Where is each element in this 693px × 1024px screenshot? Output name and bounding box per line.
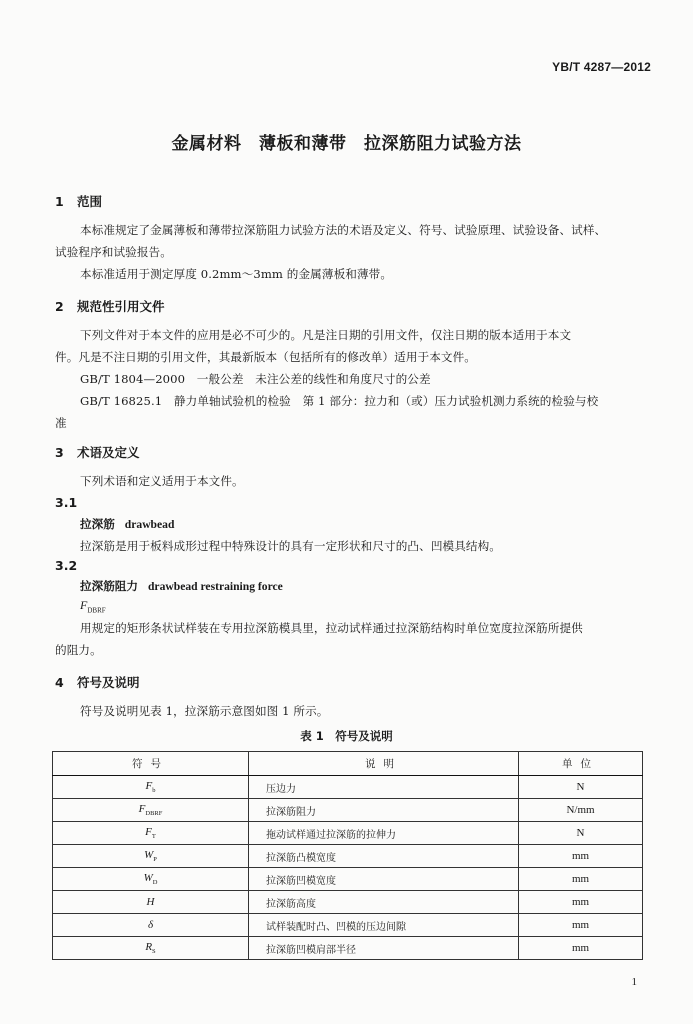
- unit-cell: mm: [519, 868, 643, 891]
- symbol-subscript: DBRF: [145, 810, 163, 818]
- section-2-heading: [55, 297, 165, 315]
- unit-cell: mm: [519, 937, 643, 960]
- term-chinese: 拉深筋: [80, 517, 115, 531]
- symbol-letter: δ: [147, 919, 154, 931]
- description-cell: 拉深筋凹模宽度: [249, 868, 519, 891]
- unit-cell: mm: [519, 845, 643, 868]
- section-number: 1: [55, 194, 64, 209]
- page-number: 1: [631, 976, 637, 988]
- symbol-subscript: S: [152, 948, 156, 956]
- symbol-cell: [53, 914, 249, 937]
- symbol-letter: W: [144, 848, 154, 861]
- document-title: 金属材料 薄板和薄带 拉深筋阻力试验方法: [171, 134, 522, 154]
- term-heading: [80, 578, 283, 594]
- symbols-table: [52, 751, 643, 960]
- section-4-heading: [55, 673, 140, 691]
- paragraph: 下列文件对于本文件的应用是必不可少的。凡是注日期的引用文件，仅注日期的版本适用于本文: [80, 328, 572, 342]
- term-heading: [80, 516, 174, 532]
- symbol-letter: H: [146, 896, 155, 908]
- section-number: 2: [55, 299, 64, 314]
- symbol-letter: R: [145, 940, 153, 953]
- unit-cell: mm: [519, 914, 643, 937]
- section-number: 4: [55, 675, 64, 690]
- symbol-cell: [53, 891, 249, 914]
- term-chinese: 拉深筋阻力: [80, 579, 138, 593]
- section-1-heading: [55, 192, 102, 210]
- description-cell: 拖动试样通过拉深筋的拉伸力: [249, 822, 519, 845]
- table-row: [53, 776, 643, 799]
- symbol-letter: W: [143, 871, 153, 884]
- term-english: drawbead: [124, 518, 175, 531]
- paragraph: 本标准规定了金属薄板和薄带拉深筋阻力试验方法的术语及定义、符号、试验原理、试验设备、试样、: [80, 223, 607, 237]
- unit-cell: N: [519, 822, 643, 845]
- description-cell: 试样装配时凸、凹模的压边间隙: [249, 914, 519, 937]
- column-header-unit: 单位: [519, 752, 643, 776]
- table-row: [53, 891, 643, 914]
- column-header-description: 说明: [249, 752, 519, 776]
- term-symbol: [80, 598, 106, 614]
- description-cell: 拉深筋凹模肩部半径: [249, 937, 519, 960]
- term-number: 3.1: [55, 495, 78, 510]
- symbol-letter: F: [80, 598, 88, 612]
- column-header-symbol: 符号: [53, 752, 249, 776]
- paragraph: 下列术语和定义适用于本文件。: [80, 474, 244, 488]
- reference-item-continuation: 准: [55, 416, 67, 430]
- symbol-letter: F: [138, 802, 146, 815]
- table-row: [53, 914, 643, 937]
- reference-item: GB/T 1804—2000 一般公差 未注公差的线性和角度尺寸的公差: [80, 372, 431, 386]
- section-number: 3: [55, 445, 64, 460]
- description-cell: 拉深筋高度: [249, 891, 519, 914]
- term-number: 3.2: [55, 558, 78, 573]
- symbol-cell: [53, 799, 249, 822]
- term-definition: 拉深筋是用于板料成形过程中特殊设计的具有一定形状和尺寸的凸、凹模具结构。: [80, 539, 501, 553]
- section-title: 范围: [77, 194, 103, 209]
- symbol-cell: [53, 937, 249, 960]
- unit-cell: N: [519, 776, 643, 799]
- table-row: [53, 799, 643, 822]
- table-header-row: [53, 752, 643, 776]
- description-cell: 拉深筋阻力: [249, 799, 519, 822]
- section-3-heading: [55, 443, 140, 461]
- paragraph: 本标准适用于测定厚度 0.2mm～3mm 的金属薄板和薄带。: [80, 267, 393, 281]
- paragraph-continuation: 试验程序和试验报告。: [55, 245, 172, 259]
- symbol-letter: F: [145, 825, 152, 838]
- reference-item: GB/T 16825.1 静力单轴试验机的检验 第 1 部分：拉力和（或）压力试验机测力系统的检验与校: [80, 394, 599, 408]
- symbol-cell: [53, 776, 249, 799]
- section-title: 规范性引用文件: [77, 299, 165, 314]
- term-definition: 用规定的矩形条状试样装在专用拉深筋模具里，拉动试样通过拉深筋结构时单位宽度拉深筋所提供: [80, 621, 583, 635]
- symbol-letter: F: [145, 779, 153, 792]
- table-row: [53, 822, 643, 845]
- term-english: drawbead restraining force: [147, 580, 283, 593]
- paragraph: 符号及说明见表 1，拉深筋示意图如图 1 所示。: [80, 704, 329, 718]
- symbol-subscript: T: [151, 833, 156, 841]
- symbol-cell: [53, 822, 249, 845]
- section-title: 符号及说明: [77, 675, 140, 690]
- symbol-subscript: DBRF: [87, 606, 106, 615]
- section-title: 术语及定义: [77, 445, 140, 460]
- symbol-subscript: b: [152, 787, 156, 795]
- symbol-subscript: P: [153, 856, 157, 864]
- table-row: [53, 937, 643, 960]
- unit-cell: N/mm: [519, 799, 643, 822]
- description-cell: 拉深筋凸模宽度: [249, 845, 519, 868]
- standard-number: YB/T 4287—2012: [552, 60, 651, 74]
- table-row: [53, 868, 643, 891]
- term-definition-continuation: 的阻力。: [55, 643, 102, 657]
- table-caption: 表 1 符号及说明: [300, 729, 393, 743]
- description-cell: 压边力: [249, 776, 519, 799]
- paragraph-continuation: 件。凡是不注日期的引用文件，其最新版本（包括所有的修改单）适用于本文件。: [55, 350, 476, 364]
- symbol-cell: [53, 845, 249, 868]
- table-row: [53, 845, 643, 868]
- symbol-subscript: D: [152, 879, 158, 887]
- unit-cell: mm: [519, 891, 643, 914]
- symbol-cell: [53, 868, 249, 891]
